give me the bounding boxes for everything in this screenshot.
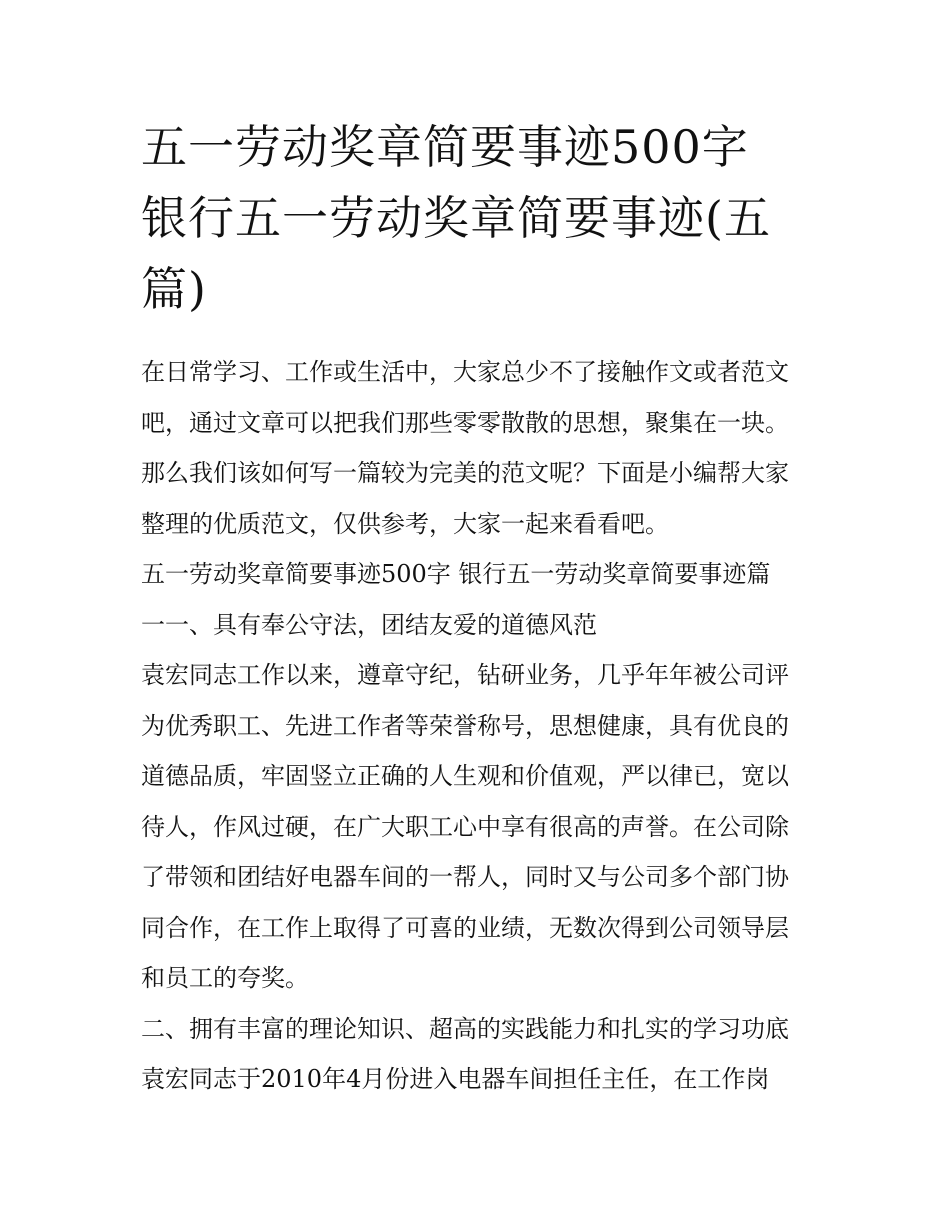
body-line-2: 吧，通过文章可以把我们那些零零散散的思想，聚集在一块。 <box>141 408 789 437</box>
document-body <box>141 347 813 1105</box>
document-page <box>141 112 813 1105</box>
section-heading-1: 一一、具有奉公守法，团结友爱的道德风范 <box>141 610 597 639</box>
body-line-11: 了带领和团结好电器车间的一帮人，同时又与公司多个部门协 <box>141 863 789 891</box>
body-line-1: 在日常学习、工作或生活中，大家总少不了接触作文或者范文 <box>141 358 789 386</box>
title-line-3: 篇) <box>141 262 207 316</box>
body-line-5: 五一劳动奖章简要事迹500字 银行五一劳动奖章简要事迹篇 <box>141 560 771 588</box>
title-line-2: 银行五一劳动奖章简要事迹(五 <box>141 191 771 245</box>
body-line-12: 同合作，在工作上取得了可喜的业绩，无数次得到公司领导层 <box>141 913 789 942</box>
section-heading-2: 二、拥有丰富的理论知识、超高的实践能力和扎实的学习功底 <box>141 1014 789 1043</box>
body-line-10: 待人，作风过硬，在广大职工心中享有很高的声誉。在公司除 <box>141 812 789 841</box>
body-line-13: 和员工的夸奖。 <box>141 964 309 992</box>
body-line-9: 道德品质，牢固竖立正确的人生观和价值观，严以律已，宽以 <box>141 762 789 790</box>
body-line-4: 整理的优质范文，仅供参考，大家一起来看看吧。 <box>141 509 669 538</box>
body-line-15: 袁宏同志于2010年4月份进入电器车间担任主任，在工作岗 <box>141 1065 770 1093</box>
body-line-8: 为优秀职工、先进工作者等荣誉称号，思想健康，具有优良的 <box>141 711 789 740</box>
document-title <box>141 112 813 325</box>
body-line-7: 袁宏同志工作以来，遵章守纪，钻研业务，几乎年年被公司评 <box>141 661 789 689</box>
body-line-3: 那么我们该如何写一篇较为完美的范文呢？下面是小编帮大家 <box>141 459 789 487</box>
title-line-1: 五一劳动奖章简要事迹500字 <box>141 120 749 174</box>
